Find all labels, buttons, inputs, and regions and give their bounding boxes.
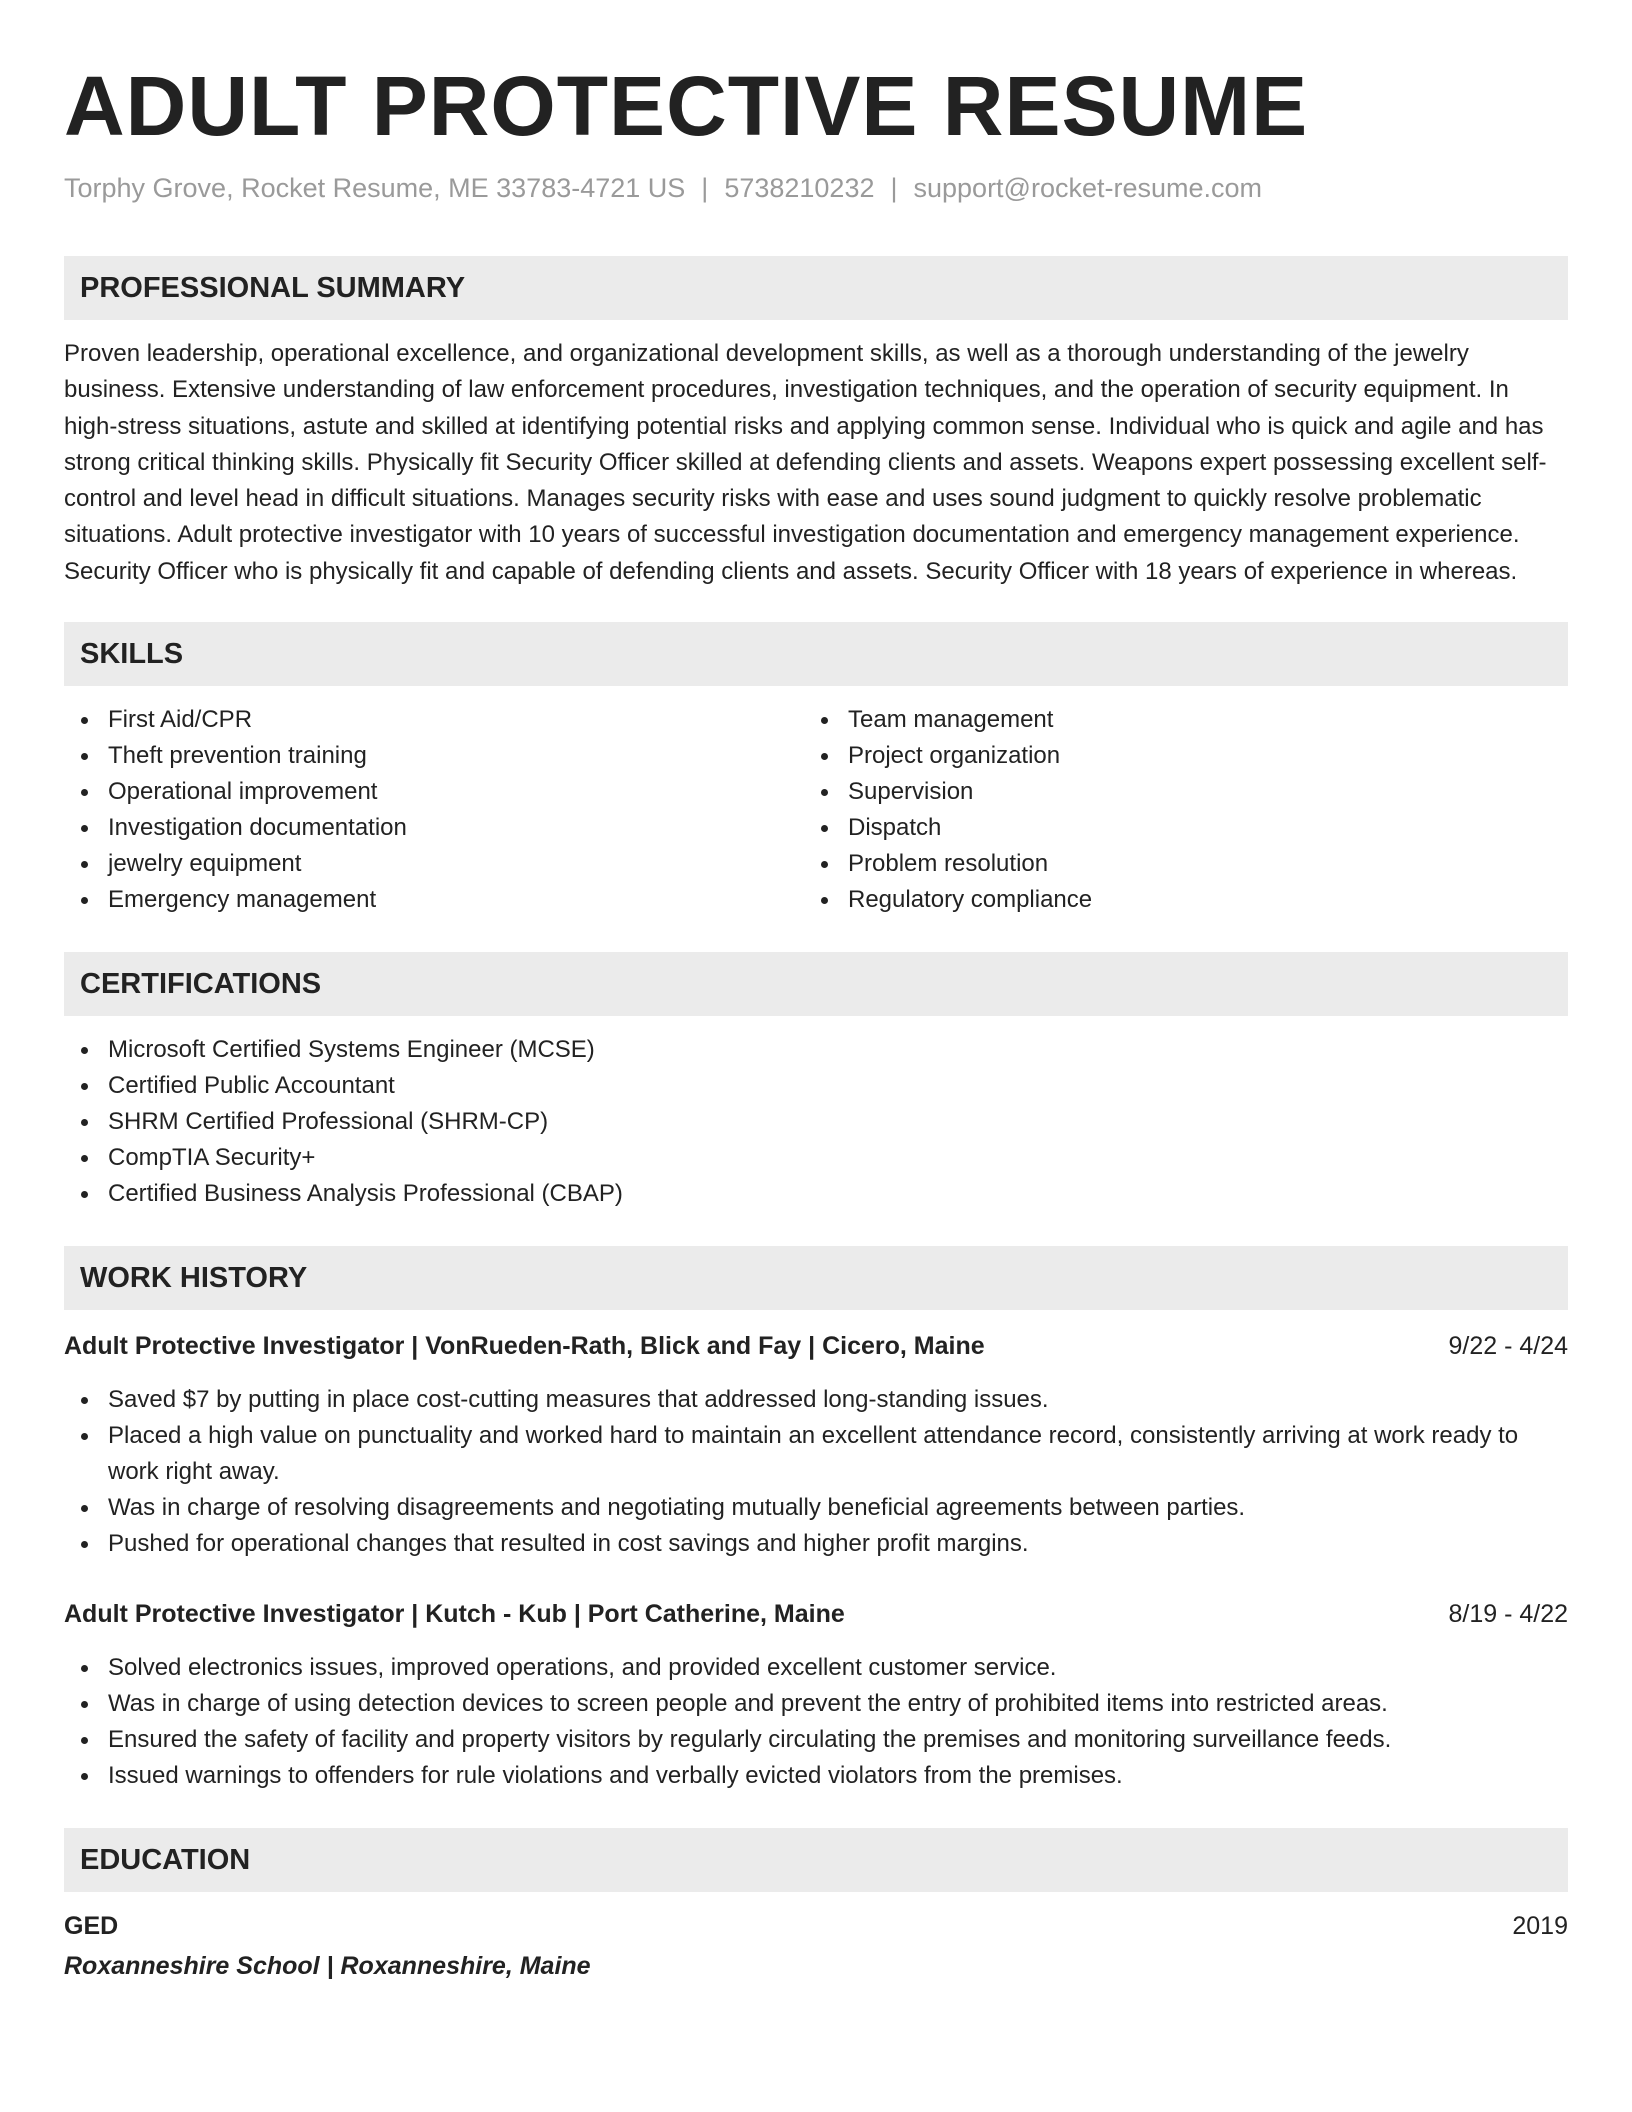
skill-item: First Aid/CPR xyxy=(64,702,804,738)
section-header-skills: SKILLS xyxy=(64,622,1568,686)
job-bullet: Ensured the safety of facility and property visitors by regularly circulating the premises and monitoring surveillance feeds. xyxy=(64,1722,1568,1758)
skill-item: Project organization xyxy=(804,738,1544,774)
skills-list xyxy=(64,702,1568,918)
resume-title: ADULT PROTECTIVE RESUME xyxy=(64,59,1309,153)
contact-email: support@rocket-resume.com xyxy=(913,173,1263,203)
job-bullet: Pushed for operational changes that resulted in cost savings and higher profit margins. xyxy=(64,1526,1568,1562)
certifications-list xyxy=(64,1032,1568,1212)
contact-separator: | xyxy=(701,173,709,203)
contact-address: Torphy Grove, Rocket Resume, ME 33783-4721 US xyxy=(64,173,686,203)
section-header-certifications: CERTIFICATIONS xyxy=(64,952,1568,1016)
summary-text: Proven leadership, operational excellence, and organizational development skills, as well as a thorough understanding of the jewelry business. Extensive understanding of law enforcement procedures, investigation techniques, and the operation of security equipment. In high-stress situations, astute and skilled at identifying potential risks and applying common sense. Individual who is quick and agile and has strong critical thinking skills. Physically fit Security Officer skilled at defending clients and assets. Weapons expert possessing excellent self-control and level head in difficult situations. Manages security risks with ease and uses sound judgment to quickly resolve problematic situations. Adult protective investigator with 10 years of successful investigation documentation and emergency management experience. Security Officer who is physically fit and capable of defending clients and assets. Security Officer with 18 years of experience in whereas. xyxy=(64,340,1547,585)
certification-item: Certified Public Accountant xyxy=(64,1068,1568,1104)
job-bullet: Saved $7 by putting in place cost-cutting measures that addressed long-standing issues. xyxy=(64,1382,1568,1418)
skill-item: Regulatory compliance xyxy=(804,882,1544,918)
skill-item: jewelry equipment xyxy=(64,846,804,882)
education-school: Roxanneshire School | Roxanneshire, Maine xyxy=(64,1952,591,1981)
job-dates: 9/22 - 4/24 xyxy=(1448,1332,1568,1361)
job-bullet: Was in charge of resolving disagreements and negotiating mutually beneficial agreements between parties. xyxy=(64,1490,1568,1526)
contact-line xyxy=(64,170,1568,206)
job-title: Adult Protective Investigator | Kutch - Kub | Port Catherine, Maine xyxy=(64,1600,845,1629)
skill-item: Theft prevention training xyxy=(64,738,804,774)
skill-item: Emergency management xyxy=(64,882,804,918)
certification-item: Certified Business Analysis Professional (CBAP) xyxy=(64,1176,1568,1212)
job-bullet: Issued warnings to offenders for rule violations and verbally evicted violators from the premises. xyxy=(64,1758,1568,1794)
education-heading-row xyxy=(64,1908,1568,1944)
job-bullet: Was in charge of using detection devices to screen people and prevent the entry of prohibited items into restricted areas. xyxy=(64,1686,1568,1722)
section-header-work-history: WORK HISTORY xyxy=(64,1246,1568,1310)
job-title: Adult Protective Investigator | VonRueden-Rath, Blick and Fay | Cicero, Maine xyxy=(64,1332,985,1361)
skill-item: Problem resolution xyxy=(804,846,1544,882)
skill-item: Dispatch xyxy=(804,810,1544,846)
job-heading-row xyxy=(64,1596,1568,1632)
certification-item: Microsoft Certified Systems Engineer (MCSE) xyxy=(64,1032,1568,1068)
section-header-education: EDUCATION xyxy=(64,1828,1568,1892)
job-bullets xyxy=(64,1650,1568,1794)
skills-column-right xyxy=(804,702,1544,918)
section-header-summary: PROFESSIONAL SUMMARY xyxy=(64,256,1568,320)
skill-item: Team management xyxy=(804,702,1544,738)
skill-item: Investigation documentation xyxy=(64,810,804,846)
education-year: 2019 xyxy=(1512,1912,1568,1941)
certification-item: SHRM Certified Professional (SHRM-CP) xyxy=(64,1104,1568,1140)
contact-phone: 5738210232 xyxy=(724,173,875,203)
education-degree: GED xyxy=(64,1912,119,1941)
job-dates: 8/19 - 4/22 xyxy=(1448,1600,1568,1629)
job-bullet: Placed a high value on punctuality and worked hard to maintain an excellent attendance record, consistently arriving at work ready to work right away. xyxy=(64,1418,1568,1490)
job-bullets xyxy=(64,1382,1568,1562)
job-entry xyxy=(64,1596,1568,1794)
skill-item: Supervision xyxy=(804,774,1544,810)
job-bullet: Solved electronics issues, improved operations, and provided excellent customer service. xyxy=(64,1650,1568,1686)
skills-column-left xyxy=(64,702,804,918)
job-entry xyxy=(64,1328,1568,1562)
job-heading-row xyxy=(64,1328,1568,1364)
contact-separator: | xyxy=(890,173,898,203)
skill-item: Operational improvement xyxy=(64,774,804,810)
certification-item: CompTIA Security+ xyxy=(64,1140,1568,1176)
